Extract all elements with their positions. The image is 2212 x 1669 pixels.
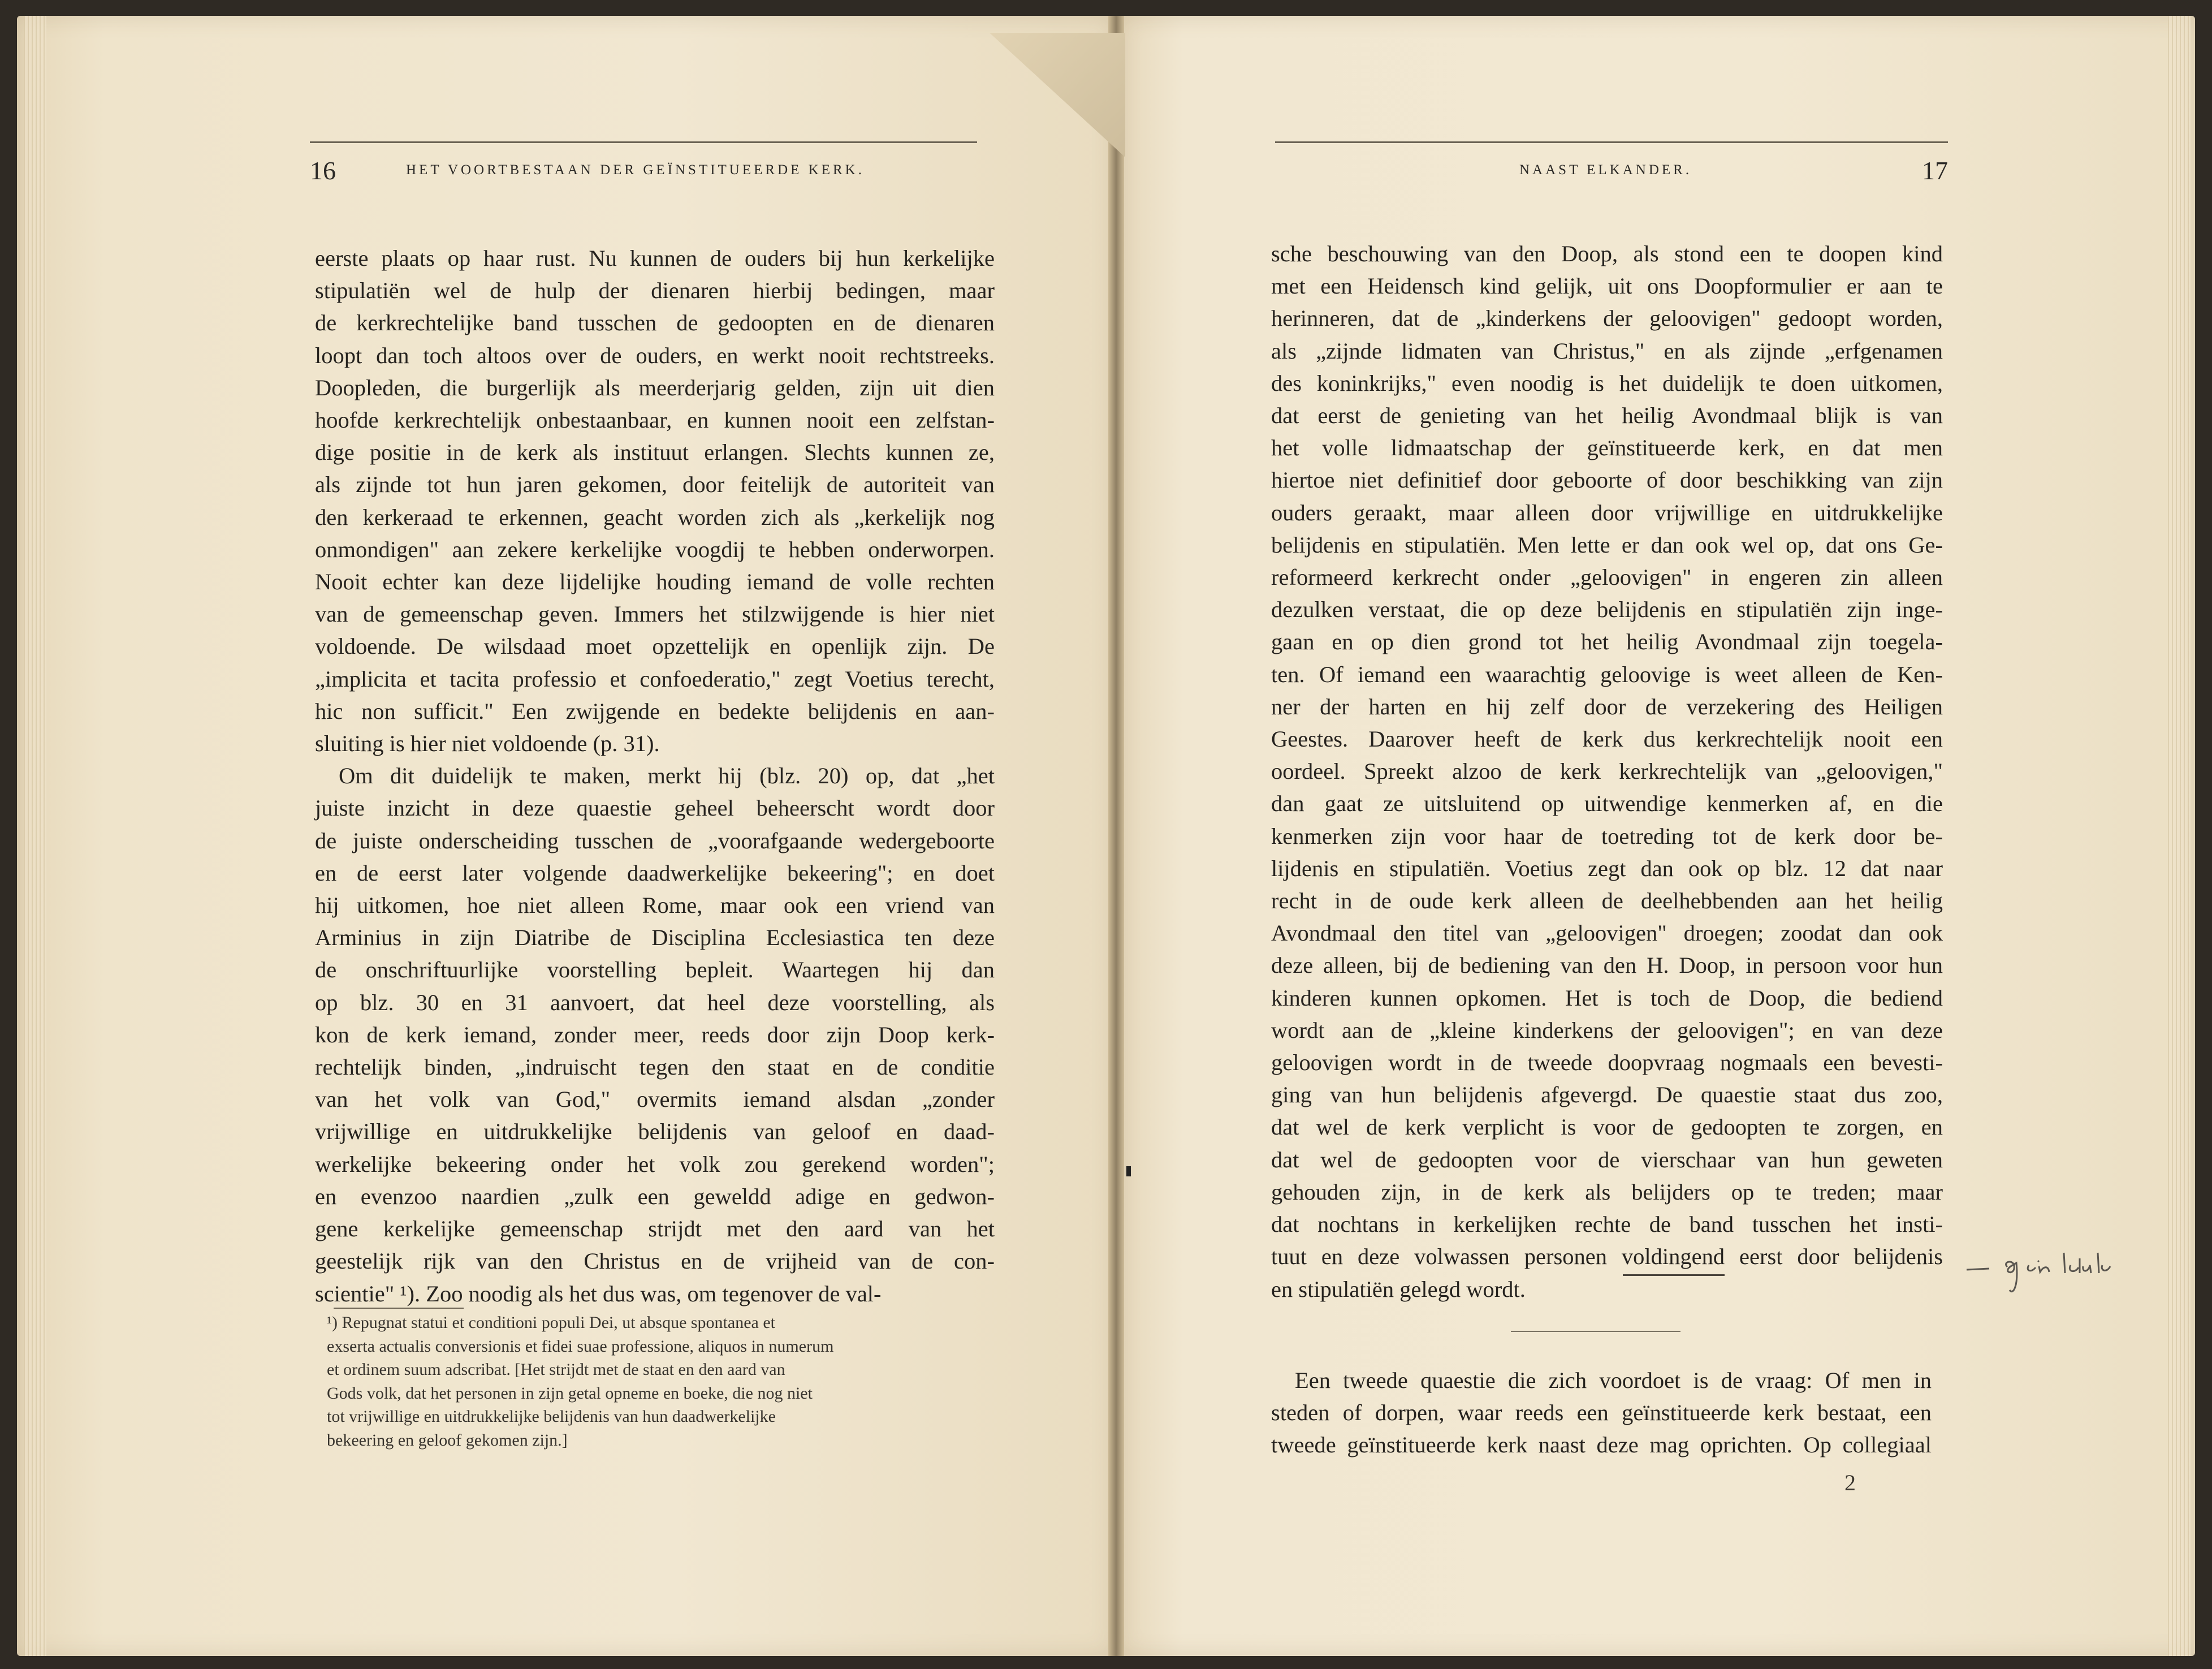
text-line: ner der harten en hij zelf door de verzekering des Heiligen: [1271, 693, 1943, 719]
text-line: Doopleden, die burgerlijk als meerderjarig gelden, zijn uit dien: [315, 374, 995, 400]
text-line: Geestes. Daarover heeft de kerk dus kerkrechtelijk nooit een: [1271, 726, 1943, 752]
text-line: hic non sufficit." Een zwijgende en bedekte belijdenis en aan-: [315, 698, 995, 724]
text-line: tweede geïnstitueerde kerk naast deze mag oprichten. Op collegiaal: [1271, 1432, 1932, 1458]
text-line: hoofde kerkrechtelijk onbestaanbaar, en kunnen nooit een zelfstan-: [315, 407, 995, 433]
text-line: eerste plaats op haar rust. Nu kunnen de ouders bij hun kerkelijke: [315, 245, 995, 271]
text-line: van het volk van God," overmits iemand alsdan „zonder: [315, 1086, 995, 1112]
right-running-header: [1275, 141, 1948, 194]
page-edge-left: [24, 16, 46, 1656]
text-line: Arminius in zijn Diatribe de Disciplina Ecclesiastica ten deze: [315, 925, 995, 951]
text-line: en evenzoo naardien „zulk een geweldd adige en gedwon-: [315, 1183, 995, 1209]
footnote-line: exserta actualis conversionis et fidei suae professione, aliquos in numerum: [327, 1336, 834, 1356]
text-line: stipulatiën wel de hulp der dienaren hierbij bedingen, maar: [315, 278, 995, 304]
text-line: den kerkeraad te erkennen, geacht worden zich als „kerkelijk nog: [315, 504, 995, 530]
section-separator: [1511, 1331, 1680, 1332]
page-edge-right: [2168, 16, 2191, 1656]
left-page-number: 16: [310, 156, 336, 185]
text-line: werkelijke bekeering onder het volk zou gerekend worden";: [315, 1151, 995, 1177]
pencil-margin-note: [1962, 1236, 2154, 1298]
footnote-line: ¹) Repugnat statui et conditioni populi Dei, ut absque spontanea et: [327, 1313, 775, 1332]
left-running-header: [310, 141, 977, 194]
text-line: dat wel de kerk verplicht is voor de gedoopten te zorgen, en: [1271, 1114, 1943, 1140]
text-line: dezulken verstaat, die op deze belijdenis en stipulatiën zijn inge-: [1271, 597, 1943, 623]
text-line: Een tweede quaestie die zich voordoet is de vraag: Of men in: [1295, 1368, 1932, 1393]
text-line: kon de kerk iemand, zonder meer, reeds door zijn Doop kerk-: [315, 1021, 995, 1047]
right-section-text: [1271, 1364, 1932, 1461]
text-line: juiste inzicht in deze quaestie geheel beheerscht wordt door: [315, 795, 995, 821]
text-line: dat nochtans in kerkelijken rechte de band tusschen het insti-: [1271, 1211, 1943, 1237]
text-line: de onschriftuurlijke voorstelling bepleit. Waartegen hij dan: [315, 957, 995, 983]
text-line: hij uitkomen, hoe niet alleen Rome, maar ook een vriend van: [315, 892, 995, 918]
text-line: dat eerst de genieting van het heilig Avondmaal blijk is van: [1271, 403, 1943, 429]
text-line: gaan en op dien grond tot het heilig Avondmaal zijn toegela-: [1271, 629, 1943, 655]
text-line: lijdenis en stipulatiën. Voetius zegt dan ook op blz. 12 dat naar: [1271, 855, 1943, 881]
right-running-head: NAAST ELKANDER.: [1519, 162, 1692, 178]
text-line: en stipulatiën gelegd wordt.: [1271, 1276, 1526, 1302]
text-line: tuut en deze volwassen personen voldingend eerst door belijdenis: [1271, 1244, 1943, 1270]
text-line: Om dit duidelijk te maken, merkt hij (blz. 20) op, dat „het: [339, 763, 995, 789]
text-line: ten. Of iemand een waarachtig geloovige is weet alleen de Ken-: [1271, 661, 1943, 687]
footnote-line: tot vrijwillige en uitdrukkelijke belijdenis van hun daadwerkelijke: [327, 1407, 776, 1426]
text-line: kinderen kunnen opkomen. Het is toch de Doop, die bediend: [1271, 985, 1943, 1011]
text-line: reformeerd kerkrecht onder „geloovigen" in engeren zin alleen: [1271, 564, 1943, 590]
right-body-text: [1271, 238, 1943, 1305]
text-line: sluiting is hier niet voldoende (p. 31).: [315, 731, 660, 757]
text-line: ouders geraakt, maar alleen door vrijwillige en uitdrukkelijke: [1271, 499, 1943, 525]
text-line: Avondmaal den titel van „geloovigen" droegen; zoodat dan ook: [1271, 920, 1943, 946]
text-line: belijdenis en stipulatiën. Men lette er dan ook wel op, dat ons Ge-: [1271, 532, 1943, 558]
book-gutter: [1108, 16, 1124, 1656]
text-line: Nooit echter kan deze lijdelijke houding iemand de volle rechten: [315, 569, 995, 595]
text-line: deze alleen, bij de bediening van den H. Doop, in persoon voor hun: [1271, 952, 1943, 978]
text-line: dan gaat ze uitsluitend op uitwendige kenmerken af, en die: [1271, 791, 1943, 817]
footnote-line: et ordinem suum adscribat. [Het strijdt met de staat en den aard van: [327, 1360, 785, 1379]
signature-mark: 2: [1844, 1470, 1856, 1495]
text-line: met een Heidensch kind gelijk, uit ons Doopformulier er aan te: [1271, 273, 1943, 299]
footnote-line: bekeering en geloof gekomen zijn.]: [327, 1430, 568, 1450]
text-line: ging van hun belijdenis afgevergd. De quaestie staat dus zoo,: [1271, 1082, 1943, 1108]
left-running-head: HET VOORTBESTAAN DER GEÏNSTITUEERDE KERK.: [406, 162, 865, 178]
footnote-line: Gods volk, dat het personen in zijn getal opneme en boeke, die nog niet: [327, 1383, 813, 1403]
text-line: geestelijk rijk van den Christus en de vrijheid van de con-: [315, 1248, 995, 1274]
text-line: dige positie in de kerk als instituut erlangen. Slechts kunnen ze,: [315, 439, 995, 465]
ink-speck: [1126, 1166, 1131, 1176]
left-body-text: [315, 242, 995, 1310]
text-line: recht in de oude kerk alleen de deelhebbenden aan het heilig: [1271, 888, 1943, 914]
text-line: sche beschouwing van den Doop, als stond een te doopen kind: [1271, 241, 1943, 266]
text-line: scientie" ¹). Zoo noodig als het dus was, om tegenover de val-: [315, 1280, 882, 1306]
text-line: het volle lidmaatschap der geïnstitueerde kerk, en dat men: [1271, 435, 1943, 461]
text-line: als zijnde tot hun jaren gekomen, door feitelijk de autoriteit van: [315, 472, 995, 498]
right-page-number: 17: [1922, 156, 1948, 185]
text-line: rechtelijk binden, „indruischt tegen den staat en de conditie: [315, 1054, 995, 1080]
text-line: dat wel de gedoopten voor de vierschaar van hun geweten: [1271, 1146, 1943, 1172]
text-line: kenmerken zijn voor haar de toetreding tot de kerk door be-: [1271, 823, 1943, 849]
text-line: „implicita et tacita professio et confoederatio," zegt Voetius terecht,: [315, 666, 995, 692]
text-line: onmondigen" aan zekere kerkelijke voogdij te hebben onderworpen.: [315, 536, 995, 562]
text-line: de kerkrechtelijke band tusschen de gedoopten en de dienaren: [315, 310, 995, 336]
text-line: en de eerst later volgende daadwerkelijke bekeering"; en doet: [315, 860, 995, 886]
text-line: op blz. 30 en 31 aanvoert, dat heel deze voorstelling, als: [315, 989, 995, 1015]
text-line: van de gemeenschap geven. Immers het stilzwijgende is hier niet: [315, 601, 995, 627]
text-line: als „zijnde lidmaten van Christus," en als zijnde „erfgenamen: [1271, 338, 1943, 364]
text-line: geloovigen wordt in de tweede doopvraag nogmaals een bevesti-: [1271, 1050, 1943, 1076]
text-line: steden of dorpen, waar reeds een geïnstitueerde kerk bestaat, een: [1271, 1400, 1932, 1426]
ink-underline: [1623, 1274, 1725, 1276]
text-line: loopt dan toch altoos over de ouders, en werkt nooit rechtstreeks.: [315, 342, 995, 368]
left-footnote: [327, 1311, 1000, 1452]
footnote-rule: [334, 1308, 464, 1309]
text-line: voldoende. De wilsdaad moet opzettelijk en openlijk zijn. De: [315, 633, 995, 659]
text-line: des koninkrijks," even noodig is het duidelijk te doen uitkomen,: [1271, 370, 1943, 396]
text-line: hiertoe niet definitief door geboorte of door beschikking van zijn: [1271, 467, 1943, 493]
text-line: vrijwillige en uitdrukkelijke belijdenis van geloof en daad-: [315, 1119, 995, 1145]
text-line: gene kerkelijke gemeenschap strijdt met den aard van het: [315, 1216, 995, 1242]
text-line: de juiste onderscheiding tusschen de „voorafgaande wedergeboorte: [315, 827, 995, 853]
text-line: wordt aan de „kleine kinderkens der geloovigen"; en van deze: [1271, 1017, 1943, 1043]
text-line: gehouden zijn, in de kerk als belijders op te treden; maar: [1271, 1179, 1943, 1205]
text-line: oordeel. Spreekt alzoo de kerk kerkrechtelijk van „geloovigen,": [1271, 758, 1943, 784]
text-line: herinneren, dat de „kinderkens der geloovigen" gedoopt worden,: [1271, 305, 1943, 331]
